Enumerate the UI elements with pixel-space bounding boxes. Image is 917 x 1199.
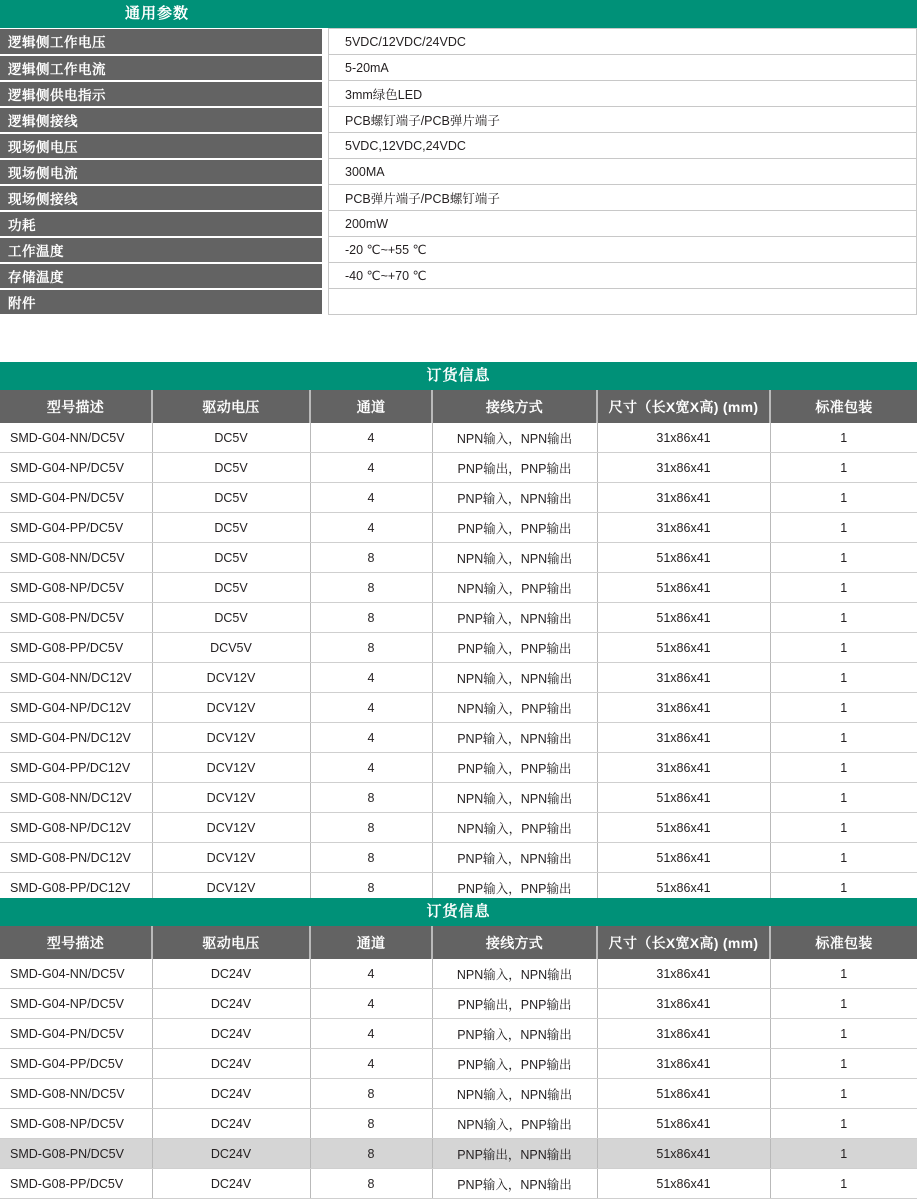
table-row [0, 1049, 917, 1079]
cell-channels: 8 [310, 873, 432, 903]
cell-package: 1 [770, 1139, 917, 1169]
spec-value: 200mW [329, 211, 917, 237]
cell-dimension: 31x86x41 [597, 989, 770, 1019]
cell-wiring: PNP输入，PNP输出 [432, 1049, 597, 1079]
cell-channels: 4 [310, 483, 432, 513]
general-parameters-banner [0, 0, 917, 28]
cell-wiring: PNP输出，PNP输出 [432, 989, 597, 1019]
spec-row [0, 159, 917, 185]
cell-dimension: 31x86x41 [597, 513, 770, 543]
cell-package: 1 [770, 1079, 917, 1109]
general-parameters-grid [0, 28, 917, 316]
cell-voltage: DCV12V [152, 873, 310, 903]
spec-key: 附件 [0, 289, 322, 315]
cell-dimension: 31x86x41 [597, 423, 770, 453]
cell-dimension: 51x86x41 [597, 633, 770, 663]
cell-channels: 4 [310, 1019, 432, 1049]
ordering-information-grid-1 [0, 390, 917, 903]
cell-wiring: PNP输入，PNP输出 [432, 753, 597, 783]
cell-channels: 4 [310, 959, 432, 989]
cell-package: 1 [770, 633, 917, 663]
cell-model: SMD-G08-PP/DC5V [0, 633, 152, 663]
spec-value: 5-20mA [329, 55, 917, 81]
cell-model: SMD-G04-PN/DC5V [0, 483, 152, 513]
cell-voltage: DCV12V [152, 693, 310, 723]
cell-wiring: PNP输出，NPN输出 [432, 1139, 597, 1169]
cell-dimension: 51x86x41 [597, 573, 770, 603]
cell-wiring: NPN输入，NPN输出 [432, 1079, 597, 1109]
cell-package: 1 [770, 873, 917, 903]
cell-channels: 4 [310, 1049, 432, 1079]
spec-key: 逻辑侧工作电压 [0, 29, 322, 55]
table-row [0, 543, 917, 573]
cell-model: SMD-G04-NN/DC5V [0, 423, 152, 453]
table-row [0, 693, 917, 723]
cell-voltage: DC24V [152, 1019, 310, 1049]
cell-dimension: 31x86x41 [597, 453, 770, 483]
cell-model: SMD-G08-NN/DC5V [0, 543, 152, 573]
spec-row [0, 133, 917, 159]
cell-channels: 4 [310, 663, 432, 693]
cell-wiring: PNP输入，NPN输出 [432, 1169, 597, 1199]
table-row [0, 989, 917, 1019]
cell-package: 1 [770, 1049, 917, 1079]
cell-dimension: 51x86x41 [597, 1109, 770, 1139]
cell-wiring: NPN输入，PNP输出 [432, 693, 597, 723]
cell-channels: 8 [310, 843, 432, 873]
cell-dimension: 31x86x41 [597, 693, 770, 723]
table-row [0, 663, 917, 693]
cell-channels: 8 [310, 813, 432, 843]
cell-dimension: 51x86x41 [597, 813, 770, 843]
table-row [0, 453, 917, 483]
spec-key: 存储温度 [0, 263, 322, 289]
cell-voltage: DC5V [152, 543, 310, 573]
cell-package: 1 [770, 423, 917, 453]
table-row [0, 423, 917, 453]
cell-model: SMD-G04-PP/DC5V [0, 513, 152, 543]
spec-key: 现场侧电压 [0, 133, 322, 159]
cell-channels: 8 [310, 1169, 432, 1199]
cell-voltage: DCV12V [152, 843, 310, 873]
cell-dimension: 51x86x41 [597, 873, 770, 903]
table-row [0, 1109, 917, 1139]
cell-model: SMD-G08-PP/DC12V [0, 873, 152, 903]
cell-dimension: 51x86x41 [597, 1079, 770, 1109]
cell-package: 1 [770, 1109, 917, 1139]
ordering-information-banner-1 [0, 362, 917, 390]
cell-voltage: DC5V [152, 513, 310, 543]
cell-model: SMD-G08-PN/DC5V [0, 1139, 152, 1169]
cell-channels: 8 [310, 1079, 432, 1109]
cell-dimension: 51x86x41 [597, 843, 770, 873]
table-row [0, 1079, 917, 1109]
ordering-information-grid-2 [0, 926, 917, 1199]
spec-key: 工作温度 [0, 237, 322, 263]
cell-package: 1 [770, 723, 917, 753]
cell-wiring: PNP输入，NPN输出 [432, 483, 597, 513]
spec-row [0, 289, 917, 315]
cell-model: SMD-G08-NN/DC5V [0, 1079, 152, 1109]
column-header: 型号描述 [0, 926, 152, 959]
table-row [0, 843, 917, 873]
spec-value: -40 ℃~+70 ℃ [329, 263, 917, 289]
cell-model: SMD-G08-NP/DC5V [0, 573, 152, 603]
spec-value: 300MA [329, 159, 917, 185]
cell-package: 1 [770, 603, 917, 633]
column-header: 通道 [310, 390, 432, 423]
cell-model: SMD-G04-PN/DC5V [0, 1019, 152, 1049]
cell-voltage: DCV12V [152, 783, 310, 813]
spec-row [0, 55, 917, 81]
spec-key: 现场侧接线 [0, 185, 322, 211]
cell-model: SMD-G04-NN/DC12V [0, 663, 152, 693]
cell-channels: 4 [310, 423, 432, 453]
cell-package: 1 [770, 693, 917, 723]
spec-row [0, 237, 917, 263]
cell-dimension: 51x86x41 [597, 603, 770, 633]
cell-model: SMD-G08-NP/DC12V [0, 813, 152, 843]
cell-channels: 4 [310, 723, 432, 753]
cell-voltage: DC5V [152, 423, 310, 453]
spec-row [0, 107, 917, 133]
table-row [0, 603, 917, 633]
column-header: 标准包装 [770, 390, 917, 423]
cell-wiring: NPN输入，PNP输出 [432, 573, 597, 603]
cell-dimension: 31x86x41 [597, 723, 770, 753]
column-header: 驱动电压 [152, 926, 310, 959]
cell-wiring: NPN输入，NPN输出 [432, 959, 597, 989]
spec-value: 5VDC/12VDC/24VDC [329, 29, 917, 55]
cell-package: 1 [770, 753, 917, 783]
cell-voltage: DCV12V [152, 663, 310, 693]
cell-channels: 8 [310, 543, 432, 573]
cell-model: SMD-G04-NP/DC5V [0, 453, 152, 483]
cell-channels: 8 [310, 603, 432, 633]
cell-package: 1 [770, 813, 917, 843]
spec-row [0, 29, 917, 55]
cell-channels: 8 [310, 1139, 432, 1169]
spec-value: -20 ℃~+55 ℃ [329, 237, 917, 263]
cell-model: SMD-G04-NN/DC5V [0, 959, 152, 989]
cell-channels: 4 [310, 753, 432, 783]
cell-model: SMD-G08-PP/DC5V [0, 1169, 152, 1199]
cell-dimension: 51x86x41 [597, 1169, 770, 1199]
table-row [0, 1139, 917, 1169]
table-row [0, 573, 917, 603]
cell-model: SMD-G04-PN/DC12V [0, 723, 152, 753]
cell-wiring: PNP输入，NPN输出 [432, 723, 597, 753]
cell-channels: 4 [310, 693, 432, 723]
cell-wiring: PNP输入，PNP输出 [432, 873, 597, 903]
general-parameters-title: 通用参数 [124, 5, 189, 22]
column-header: 尺寸（长X宽X高) (mm) [597, 390, 770, 423]
table-row [0, 1169, 917, 1199]
table-row [0, 783, 917, 813]
cell-voltage: DC24V [152, 1079, 310, 1109]
cell-package: 1 [770, 1019, 917, 1049]
table-row [0, 1019, 917, 1049]
cell-wiring: PNP输入，PNP输出 [432, 513, 597, 543]
table-row [0, 753, 917, 783]
cell-model: SMD-G08-PN/DC5V [0, 603, 152, 633]
cell-voltage: DC24V [152, 989, 310, 1019]
column-header: 型号描述 [0, 390, 152, 423]
cell-model: SMD-G04-NP/DC12V [0, 693, 152, 723]
spec-row [0, 81, 917, 107]
cell-wiring: NPN输入，NPN输出 [432, 423, 597, 453]
cell-wiring: PNP输出，PNP输出 [432, 453, 597, 483]
cell-channels: 8 [310, 1109, 432, 1139]
cell-dimension: 31x86x41 [597, 663, 770, 693]
cell-wiring: NPN输入，NPN输出 [432, 783, 597, 813]
cell-channels: 4 [310, 513, 432, 543]
cell-channels: 4 [310, 989, 432, 1019]
cell-voltage: DC24V [152, 1109, 310, 1139]
cell-wiring: PNP输入，NPN输出 [432, 1019, 597, 1049]
column-header: 接线方式 [432, 390, 597, 423]
cell-wiring: PNP输入，NPN输出 [432, 843, 597, 873]
cell-model: SMD-G08-PN/DC12V [0, 843, 152, 873]
spec-value: 5VDC,12VDC,24VDC [329, 133, 917, 159]
cell-voltage: DC24V [152, 1139, 310, 1169]
spec-value: PCB弹片端子/PCB螺钉端子 [329, 185, 917, 211]
cell-channels: 8 [310, 633, 432, 663]
spec-value: PCB螺钉端子/PCB弹片端子 [329, 107, 917, 133]
ordering-information-title-2: 订货信息 [426, 903, 491, 920]
cell-voltage: DC5V [152, 603, 310, 633]
table-header-row [0, 390, 917, 423]
spec-key: 逻辑侧接线 [0, 107, 322, 133]
cell-voltage: DC24V [152, 959, 310, 989]
cell-dimension: 31x86x41 [597, 959, 770, 989]
spec-row [0, 211, 917, 237]
column-header: 驱动电压 [152, 390, 310, 423]
cell-package: 1 [770, 483, 917, 513]
cell-voltage: DC5V [152, 453, 310, 483]
cell-dimension: 31x86x41 [597, 483, 770, 513]
cell-dimension: 31x86x41 [597, 1049, 770, 1079]
table-row [0, 813, 917, 843]
cell-package: 1 [770, 543, 917, 573]
table-row [0, 513, 917, 543]
cell-voltage: DC24V [152, 1049, 310, 1079]
cell-dimension: 51x86x41 [597, 1139, 770, 1169]
table-row [0, 723, 917, 753]
column-header: 接线方式 [432, 926, 597, 959]
cell-channels: 4 [310, 453, 432, 483]
spec-key: 逻辑侧供电指示 [0, 81, 322, 107]
spec-key: 现场侧电流 [0, 159, 322, 185]
cell-wiring: NPN输入，NPN输出 [432, 663, 597, 693]
column-header: 标准包装 [770, 926, 917, 959]
table-row [0, 633, 917, 663]
cell-model: SMD-G08-NN/DC12V [0, 783, 152, 813]
cell-model: SMD-G04-PP/DC5V [0, 1049, 152, 1079]
ordering-information-table-1 [0, 362, 917, 903]
cell-package: 1 [770, 453, 917, 483]
ordering-information-table-2 [0, 898, 917, 1199]
ordering-information-banner-2 [0, 898, 917, 926]
cell-package: 1 [770, 783, 917, 813]
spec-value [329, 289, 917, 315]
table-row [0, 959, 917, 989]
column-header: 尺寸（长X宽X高) (mm) [597, 926, 770, 959]
cell-dimension: 51x86x41 [597, 783, 770, 813]
cell-model: SMD-G04-NP/DC5V [0, 989, 152, 1019]
table-row [0, 483, 917, 513]
cell-dimension: 31x86x41 [597, 1019, 770, 1049]
cell-dimension: 51x86x41 [597, 543, 770, 573]
cell-package: 1 [770, 843, 917, 873]
cell-voltage: DCV12V [152, 723, 310, 753]
cell-wiring: PNP输入，NPN输出 [432, 603, 597, 633]
cell-package: 1 [770, 513, 917, 543]
column-header: 通道 [310, 926, 432, 959]
cell-package: 1 [770, 663, 917, 693]
cell-channels: 8 [310, 783, 432, 813]
cell-dimension: 31x86x41 [597, 753, 770, 783]
table-header-row [0, 926, 917, 959]
cell-model: SMD-G08-NP/DC5V [0, 1109, 152, 1139]
cell-voltage: DC5V [152, 573, 310, 603]
cell-voltage: DCV12V [152, 813, 310, 843]
cell-package: 1 [770, 573, 917, 603]
general-parameters-table [0, 0, 917, 316]
spec-value: 3mm绿色LED [329, 81, 917, 107]
cell-model: SMD-G04-PP/DC12V [0, 753, 152, 783]
cell-wiring: NPN输入，NPN输出 [432, 543, 597, 573]
cell-channels: 8 [310, 573, 432, 603]
cell-voltage: DC24V [152, 1169, 310, 1199]
cell-voltage: DCV12V [152, 753, 310, 783]
spec-key: 功耗 [0, 211, 322, 237]
cell-package: 1 [770, 959, 917, 989]
cell-wiring: NPN输入，PNP输出 [432, 813, 597, 843]
ordering-information-title-1: 订货信息 [426, 367, 491, 384]
spec-key: 逻辑侧工作电流 [0, 55, 322, 81]
cell-voltage: DCV5V [152, 633, 310, 663]
spec-row [0, 185, 917, 211]
cell-voltage: DC5V [152, 483, 310, 513]
cell-wiring: PNP输入，PNP输出 [432, 633, 597, 663]
cell-package: 1 [770, 1169, 917, 1199]
cell-package: 1 [770, 989, 917, 1019]
spec-row [0, 263, 917, 289]
cell-wiring: NPN输入，PNP输出 [432, 1109, 597, 1139]
